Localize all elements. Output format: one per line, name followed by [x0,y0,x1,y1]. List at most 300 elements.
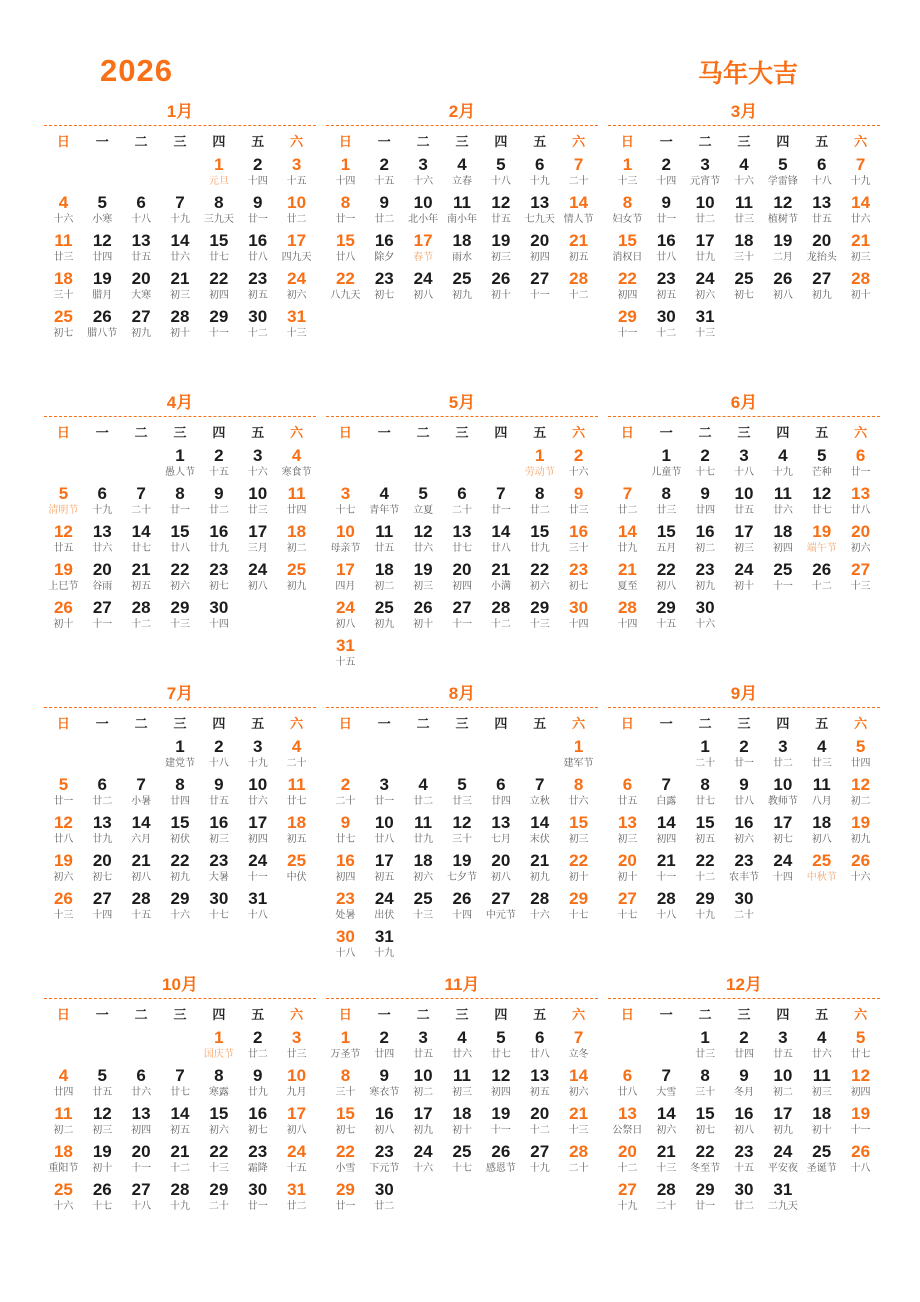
lunar-label: 初七 [568,581,589,592]
lunar-label: 初八 [772,290,793,301]
day-cell [404,154,443,192]
lunar-label: 十二 [695,872,716,883]
day-cell [161,597,200,635]
day-cell [365,1141,404,1179]
day-number: 2 [214,446,224,465]
day-cell [44,521,83,559]
day-cell [238,559,277,597]
lunar-label: 十六 [53,214,74,225]
lunar-label: 廿四 [850,758,871,769]
day-cell [520,154,559,192]
lunar-label: 十四 [568,619,589,630]
day-cell [199,1179,238,1217]
lunar-label: 十九 [529,176,550,187]
day-cell [83,483,122,521]
lunar-label: 廿四 [169,796,190,807]
day-number: 17 [287,1104,307,1123]
day-cell [161,736,200,774]
lunar-label: 三十 [695,1087,716,1098]
lunar-label: 九月 [286,1087,307,1098]
day-number: 10 [287,193,307,212]
lunar-label: 廿三 [247,505,268,516]
lunar-label: 廿七 [451,543,472,554]
day-number: 19 [491,231,511,250]
day-number: 6 [622,1066,633,1085]
day-cell [83,812,122,850]
day-number: 3 [291,1028,302,1047]
weekday-label: 三 [455,134,469,149]
lunar-label: 十八 [247,910,268,921]
day-cell [199,559,238,597]
lunar-label: 廿三 [286,1049,307,1060]
day-cell [199,1141,238,1179]
empty-cell [443,736,482,774]
day-cell [122,1103,161,1141]
day-cell [520,268,559,306]
lunar-label: 重阳节 [48,1163,79,1174]
day-cell [559,736,598,774]
day-number: 25 [812,1142,832,1161]
day-cell [44,888,83,926]
day-cell [559,559,598,597]
lunar-label: 初十 [169,328,190,339]
day-cell [647,1065,686,1103]
day-cell [647,812,686,850]
day-cell [802,230,841,268]
lunar-label: 三十 [335,1087,356,1098]
day-cell [686,230,725,268]
lunar-label: 廿六 [772,505,793,516]
day-number: 20 [131,269,151,288]
lunar-label: 廿八 [529,1049,550,1060]
day-number: 26 [851,1142,871,1161]
lunar-label: 十九 [695,910,716,921]
day-cell [841,445,880,483]
lunar-label: 廿四 [53,1087,74,1098]
day-number: 1 [700,737,710,756]
lunar-label: 廿三 [568,505,589,516]
day-cell [199,1027,238,1065]
lunar-label: 十六 [247,467,268,478]
day-number: 22 [656,560,676,579]
day-cell [608,230,647,268]
lunar-label: 愚人节 [164,467,195,478]
day-number: 16 [248,1104,268,1123]
weekday-label: 日 [56,716,70,731]
day-number: 7 [573,1028,584,1047]
day-number: 30 [374,1180,394,1199]
day-number: 30 [734,1180,754,1199]
day-cell [559,521,598,559]
day-cell [365,812,404,850]
lunar-label: 廿六 [169,252,190,263]
lunar-label: 廿五 [374,543,395,554]
lunar-label: 处暑 [335,910,356,921]
empty-cell [44,736,83,774]
day-number: 8 [214,193,224,212]
day-cell [647,1179,686,1217]
day-cell [238,736,277,774]
day-cell [520,521,559,559]
weekday-label: 三 [455,1007,469,1022]
lunar-label: 初二 [772,1087,793,1098]
day-number: 4 [291,737,302,756]
day-number: 19 [92,1142,112,1161]
weekday-label: 二 [134,716,148,731]
day-cell [841,812,880,850]
day-number: 24 [287,269,307,288]
day-cell [326,850,365,888]
lunar-label: 初四 [656,834,677,845]
day-number: 6 [534,155,545,174]
day-cell [404,559,443,597]
lunar-label: 学雷锋 [767,176,798,187]
day-number: 9 [739,775,749,794]
empty-cell [365,445,404,483]
day-cell [326,774,365,812]
day-number: 13 [851,484,871,503]
day-number: 4 [291,446,302,465]
day-number: 9 [573,484,584,503]
day-number: 2 [379,155,389,174]
lunar-label: 十五 [208,467,229,478]
weekday-header [44,417,316,445]
lunar-label: 十七 [568,910,589,921]
day-cell [365,774,404,812]
day-cell [686,445,725,483]
weekday-label: 五 [251,425,265,440]
day-cell [481,268,520,306]
day-cell [559,774,598,812]
weekday-label: 一 [95,134,109,149]
day-number: 1 [340,1028,351,1047]
day-cell [161,521,200,559]
day-cell [44,1065,83,1103]
day-number: 12 [53,813,73,832]
day-number: 12 [491,193,511,212]
lunar-label: 端午节 [806,543,837,554]
day-cell [161,192,200,230]
lunar-label: 初五 [169,1125,190,1136]
lunar-label: 十一 [451,619,472,630]
day-cell [83,850,122,888]
lunar-label: 初九 [413,1125,434,1136]
day-cell [238,230,277,268]
day-cell [238,445,277,483]
lunar-label: 十六 [733,176,754,187]
lunar-label: 三十 [53,290,74,301]
lunar-label: 下元节 [369,1163,400,1174]
day-cell [725,483,764,521]
day-cell [44,850,83,888]
day-cell [83,521,122,559]
weekday-label: 一 [659,1007,673,1022]
lunar-label: 初三 [850,252,871,263]
year-title: 2026 [100,53,173,88]
day-number: 14 [617,522,637,541]
lunar-label: 青年节 [369,505,400,516]
day-number: 16 [374,231,394,250]
day-number: 31 [773,1180,793,1199]
day-cell [608,1141,647,1179]
day-number: 20 [131,1142,151,1161]
empty-cell [326,736,365,774]
day-number: 16 [248,231,268,250]
day-cell [647,521,686,559]
lunar-label: 二十 [208,1201,229,1212]
day-number: 20 [851,522,871,541]
day-number: 7 [496,484,506,503]
month-title: 2月 [448,102,476,121]
day-number: 13 [530,193,550,212]
day-cell [802,1027,841,1065]
lunar-label: 初九 [131,328,152,339]
day-number: 20 [617,1142,637,1161]
day-cell [763,1103,802,1141]
day-number: 29 [569,889,589,908]
lunar-label: 十一 [617,328,638,339]
empty-cell [161,154,200,192]
day-cell [647,445,686,483]
day-number: 14 [170,1104,190,1123]
lunar-label: 廿二 [733,1201,754,1212]
day-cell [608,306,647,344]
day-number: 24 [248,851,268,870]
month-title: 1月 [166,102,194,121]
day-cell [443,1141,482,1179]
day-cell [161,774,200,812]
day-cell [802,268,841,306]
day-number: 6 [496,775,506,794]
day-cell [559,154,598,192]
day-number: 31 [287,1180,307,1199]
day-cell [608,812,647,850]
day-cell [83,192,122,230]
lunar-label: 十八 [656,910,677,921]
lunar-label: 十二 [656,328,677,339]
day-number: 29 [695,889,715,908]
weekday-header [608,126,880,154]
day-cell [238,1141,277,1179]
day-cell [647,230,686,268]
day-cell [326,268,365,306]
day-number: 28 [656,889,676,908]
day-cell [326,1179,365,1217]
lunar-label: 小满 [490,581,511,592]
lunar-label: 十九 [169,214,190,225]
lunar-label: 十七 [617,910,638,921]
lunar-label: 情人节 [563,214,594,225]
weekday-label: 六 [290,425,304,440]
lunar-label: 十九 [169,1201,190,1212]
lunar-label: 初十 [850,290,871,301]
lunar-label: 初五 [374,872,395,883]
month-6月 [608,392,880,683]
day-cell [481,1103,520,1141]
day-grid [608,445,880,635]
lunar-label: 十九 [247,758,268,769]
lunar-label: 初十 [733,581,754,592]
weekday-label: 四 [776,425,790,440]
day-cell [161,306,200,344]
lunar-label: 廿三 [451,796,472,807]
day-number: 31 [287,307,307,326]
day-cell [404,230,443,268]
day-number: 20 [92,560,112,579]
day-number: 25 [413,889,433,908]
day-cell [443,559,482,597]
day-cell [763,268,802,306]
day-number: 10 [773,775,793,794]
lunar-label: 腊月 [92,290,113,301]
weekday-label: 三 [737,425,751,440]
weekday-label: 一 [659,425,673,440]
lunar-label: 初八 [656,581,677,592]
day-cell [161,888,200,926]
lunar-label: 十七 [92,1201,113,1212]
day-cell [725,230,764,268]
weekday-label: 五 [533,425,547,440]
lunar-label: 立冬 [568,1049,589,1060]
weekday-label: 四 [212,1007,226,1022]
weekday-label: 四 [776,716,790,731]
day-number: 16 [734,813,754,832]
day-cell [520,597,559,635]
day-number: 17 [287,231,307,250]
lunar-label: 十六 [850,872,871,883]
day-number: 15 [209,1104,229,1123]
lunar-label: 廿四 [490,796,511,807]
lunar-label: 十七 [695,467,716,478]
lunar-label: 四九天 [281,252,312,263]
day-number: 22 [695,851,715,870]
lunar-label: 初三 [811,1087,832,1098]
day-cell [44,483,83,521]
day-number: 19 [812,522,832,541]
lunar-label: 初八 [733,1125,754,1136]
day-cell [763,445,802,483]
day-cell [365,926,404,964]
day-cell [365,1179,404,1217]
lunar-label: 感恩节 [485,1163,516,1174]
weekday-label: 四 [776,1007,790,1022]
day-cell [404,774,443,812]
weekday-label: 五 [815,425,829,440]
day-cell [199,306,238,344]
day-grid [608,1027,880,1217]
lunar-label: 十五 [131,910,152,921]
day-number: 8 [700,775,710,794]
day-cell [647,1141,686,1179]
lunar-label: 十八 [131,1201,152,1212]
day-cell [725,1141,764,1179]
day-cell [238,774,277,812]
lunar-label: 廿六 [131,1087,152,1098]
weekday-label: 二 [416,134,430,149]
day-number: 6 [622,775,633,794]
day-cell [725,268,764,306]
day-number: 15 [695,1104,715,1123]
day-cell [481,850,520,888]
day-cell [686,306,725,344]
lunar-label: 十八 [131,214,152,225]
day-cell [365,1103,404,1141]
lunar-label: 初二 [695,543,716,554]
months-grid [44,101,880,1265]
day-number: 7 [573,155,584,174]
lunar-label: 廿八 [169,543,190,554]
day-number: 28 [569,269,589,288]
lunar-label: 廿二 [247,1049,268,1060]
day-number: 9 [700,484,710,503]
lunar-label: 初二 [374,581,395,592]
day-number: 29 [530,598,550,617]
lunar-label: 夏至 [617,581,638,592]
day-number: 4 [816,1028,827,1047]
day-cell [277,268,316,306]
lunar-label: 十二 [811,581,832,592]
day-cell [841,1027,880,1065]
lunar-label: 初三 [413,581,434,592]
day-number: 25 [812,851,832,870]
day-number: 11 [375,522,394,541]
day-cell [365,154,404,192]
day-cell [277,1179,316,1217]
day-cell [122,1141,161,1179]
day-cell [365,559,404,597]
day-cell [443,521,482,559]
day-number: 9 [379,1066,389,1085]
day-number: 27 [92,598,112,617]
day-cell [326,926,365,964]
day-number: 30 [209,598,229,617]
day-number: 28 [530,889,550,908]
day-cell [802,812,841,850]
lunar-label: 大雪 [656,1087,677,1098]
lunar-label: 初十 [568,872,589,883]
lunar-label: 廿六 [92,543,113,554]
day-cell [763,1179,802,1217]
day-number: 16 [656,231,676,250]
day-cell [277,483,316,521]
weekday-label: 五 [533,1007,547,1022]
lunar-label: 十五 [286,176,307,187]
day-cell [44,774,83,812]
lunar-label: 初四 [335,872,356,883]
lunar-label: 廿三 [53,252,74,263]
empty-cell [44,445,83,483]
day-number: 5 [816,446,827,465]
day-number: 21 [656,1142,676,1161]
lunar-label: 廿一 [850,467,871,478]
day-cell [841,1065,880,1103]
day-cell [481,521,520,559]
day-cell [608,1179,647,1217]
lunar-label: 初八 [131,872,152,883]
lunar-label: 十一 [247,872,268,883]
day-number: 16 [695,522,715,541]
day-cell [122,888,161,926]
day-number: 4 [58,193,69,212]
lunar-label: 初六 [529,581,550,592]
day-number: 8 [661,484,671,503]
lunar-label: 冬至节 [690,1163,721,1174]
lunar-label: 立秋 [529,796,550,807]
day-cell [277,1141,316,1179]
day-grid [326,1027,598,1217]
day-number: 6 [855,446,866,465]
lunar-label: 十八 [208,758,229,769]
